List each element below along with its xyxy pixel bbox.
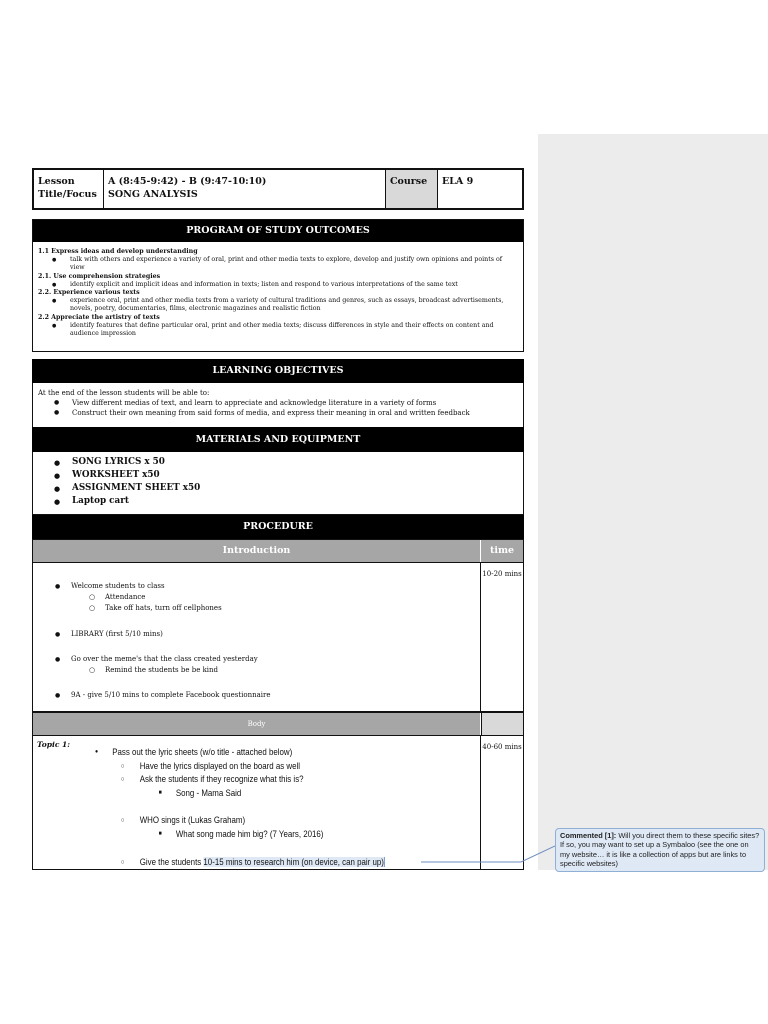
outcome-heading: 1.1 Express ideas and develop understanding — [38, 248, 198, 255]
sub-item: ○ WHO sings it (Lukas Graham) — [121, 814, 385, 828]
give-prefix: Give the students — [139, 856, 204, 867]
program-of-study-section — [32, 219, 524, 352]
material-item: ● SONG LYRICS x 50 — [54, 456, 518, 469]
body-time[interactable]: 40-60 mins — [482, 743, 522, 751]
objective-item: ● View different medias of text, and learn to appreciate and acknowledge literature in a variety of forms — [54, 398, 518, 408]
lesson-label: Lesson Title/Focus — [34, 170, 104, 208]
body-header-row — [32, 712, 524, 736]
lesson-time: A (8:45-9:42) - B (9:47-10:10) — [108, 176, 267, 187]
introduction-time[interactable]: 10-20 mins — [482, 570, 522, 578]
outcome-heading: 2.2. Experience various texts — [38, 289, 140, 297]
lesson-header-table — [32, 168, 524, 210]
comment-label: Commented [1]: — [560, 831, 617, 840]
introduction-header-row — [32, 539, 524, 563]
sub-item — [121, 856, 385, 870]
comment-bubble[interactable] — [555, 828, 765, 872]
lesson-focus: SONG ANALYSIS — [108, 189, 198, 200]
topic-label: Topic 1: — [37, 740, 70, 749]
commented-text-highlight[interactable]: 10-15 mins to research him (on device, can pair up) — [203, 856, 384, 867]
learning-objectives-title: LEARNING OBJECTIVES — [32, 359, 524, 383]
learning-objectives-body[interactable] — [32, 383, 524, 428]
body-header-time-cell — [481, 713, 523, 735]
course-label: Course — [386, 170, 438, 208]
list-item: ● Welcome students to class — [55, 581, 270, 592]
sub-item: ○ Have the lyrics displayed on the board as well — [121, 760, 385, 774]
comment-text: Will you direct them to these specific sites? If so, you may want to set up a Symbaloo (see the one on my website… it is like a collection of apps but are links to specific websites) — [560, 831, 760, 869]
list-item: ● 9A - give 5/10 mins to complete Facebook questionnaire — [55, 690, 270, 701]
sub-item: ○ Remind the students be be kind — [89, 665, 270, 676]
program-of-study-body[interactable] — [33, 242, 523, 344]
procedure-title: PROCEDURE — [32, 515, 524, 539]
objective-item: ● Construct their own meaning from said forms of media, and express their meaning in oral and written feedback — [54, 408, 518, 418]
time-header: time — [489, 545, 515, 556]
introduction-cell[interactable] — [33, 563, 481, 711]
sub-sub-item: ■ Song - Mama Said — [159, 787, 385, 801]
outcome-item: ● identify features that define particular oral, print and other media texts; discuss differences in style and their effects on content and audience impression — [52, 322, 518, 338]
list-item: ● Pass out the lyric sheets (w/o title - attached below) — [95, 746, 385, 760]
material-item: ● ASSIGNMENT SHEET x50 — [54, 482, 518, 495]
objectives-intro: At the end of the lesson students will be able to: — [38, 389, 210, 397]
sub-sub-item: ■ What song made him big? (7 Years, 2016) — [159, 828, 385, 842]
course-value[interactable]: ELA 9 — [442, 176, 474, 187]
list-item: ● Go over the meme's that the class created yesterday — [55, 654, 270, 665]
material-item: ● WORKSHEET x50 — [54, 469, 518, 482]
outcome-item: ● talk with others and experience a variety of oral, print and other media texts to explore, develop and justify own opinions and points of view — [52, 256, 518, 272]
materials-title: MATERIALS AND EQUIPMENT — [32, 427, 524, 452]
lesson-title-cell[interactable] — [104, 170, 386, 208]
outcome-item: ● identify explicit and implicit ideas and information in texts; listen and respond to various interpretations of the same text — [52, 281, 518, 289]
sub-item: ○ Take off hats, turn off cellphones — [89, 603, 270, 614]
list-item: ● LIBRARY (first 5/10 mins) — [55, 629, 270, 640]
body-header: Body — [33, 713, 481, 735]
topic-row — [32, 736, 524, 870]
materials-body[interactable] — [32, 452, 524, 515]
outcome-item: ● experience oral, print and other media texts from a variety of cultural traditions and genres, such as essays, broadcast advertisements, novels, poetry, documentaries, films, electronic magazines and realistic fiction — [52, 297, 518, 313]
program-of-study-title: PROGRAM OF STUDY OUTCOMES — [33, 220, 523, 242]
sub-item: ○ Ask the students if they recognize what this is? — [121, 773, 385, 787]
material-item: ● Laptop cart — [54, 495, 518, 508]
sub-item: ○ Attendance — [89, 592, 270, 603]
topic-cell[interactable] — [33, 736, 481, 869]
outcome-heading: 2.1. Use comprehension strategies — [38, 272, 161, 280]
outcome-heading: 2.2 Appreciate the artistry of texts — [38, 313, 160, 321]
introduction-header: Introduction — [33, 540, 481, 562]
introduction-row — [32, 563, 524, 712]
comment-pane — [538, 134, 768, 870]
